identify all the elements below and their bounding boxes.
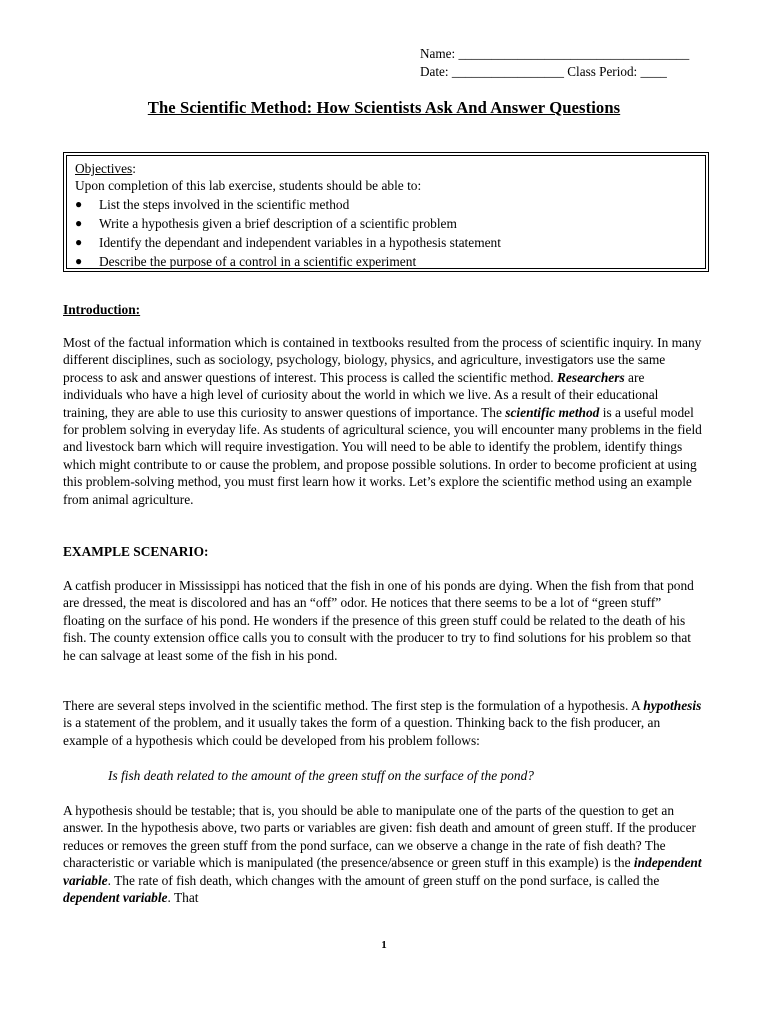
bullet-icon: ● xyxy=(75,197,83,212)
scenario-text-part: . That xyxy=(167,890,199,906)
name-line xyxy=(420,45,720,63)
bullet-icon: ● xyxy=(75,254,83,269)
objectives-list xyxy=(75,195,705,271)
objective-text: Write a hypothesis given a brief description of a scientific problem xyxy=(99,216,457,232)
scenario-text-part: is a statement of the problem, and it usually takes the form of a question. Thinking back to the fish producer, an example of a hypothesis which could be developed from his problem follows: xyxy=(63,715,661,748)
intro-text-part: are individuals who have a high level of curiosity about the world in which we live. As a result of their educational training, they are able to use this curiosity to answer questions of importance. The xyxy=(63,369,659,420)
objectives-heading-colon: : xyxy=(132,161,136,176)
scenario-text-part: . The rate of fish death, which changes with the amount of green stuff on the pond surface, is called the xyxy=(107,872,660,888)
objectives-heading: Objectives xyxy=(75,161,133,176)
scenario-paragraph-3-block xyxy=(63,802,705,906)
name-blank: ___________________________________ xyxy=(458,46,690,61)
scientific-method-term: scientific method xyxy=(505,404,600,420)
scenario-paragraph-1-block xyxy=(63,577,705,664)
date-line xyxy=(420,63,720,81)
introduction-paragraph xyxy=(63,334,705,508)
introduction-section xyxy=(63,334,705,508)
scenario-paragraph-3 xyxy=(63,802,705,906)
objectives-box xyxy=(63,152,709,272)
class-period-label: Class Period: xyxy=(567,64,638,79)
objectives-intro: Upon completion of this lab exercise, students should be able to: xyxy=(75,178,422,194)
scenario-heading: EXAMPLE SCENARIO: xyxy=(63,544,209,559)
objective-text: Describe the purpose of a control in a scientific experiment xyxy=(99,254,417,270)
document-title: The Scientific Method: How Scientists Ask And Answer Questions xyxy=(147,98,621,117)
objectives-heading-line xyxy=(75,160,705,177)
researchers-term: Researchers xyxy=(556,369,625,385)
objective-item xyxy=(75,252,705,271)
objective-item xyxy=(75,214,705,233)
objective-text: Identify the dependant and independent variables in a hypothesis statement xyxy=(99,235,501,251)
dependent-variable-term: dependent variable xyxy=(63,890,168,906)
scenario-heading-block xyxy=(63,543,705,560)
independent-variable-term: independent variable xyxy=(63,855,702,888)
introduction-heading-block xyxy=(63,301,705,318)
student-info-header xyxy=(420,45,720,81)
date-label: Date: xyxy=(420,64,449,79)
intro-text-part: Most of the factual information which is contained in textbooks resulted from the process of scientific inquiry. In many different disciplines, such as sociology, psychology, biology, physics, and agriculture, investigators use the same process to ask and answer questions of interest. This process is called the scientific method. xyxy=(63,335,702,385)
objective-item xyxy=(75,195,705,214)
bullet-icon: ● xyxy=(75,216,83,231)
introduction-heading: Introduction: xyxy=(63,302,141,317)
hypothesis-term: hypothesis xyxy=(643,698,702,713)
intro-text-part: is a useful model for problem solving in everyday life. As students of agricultural science, you will encounter many problems in the field and livestock barn which will require investigation. You will need to be able to identify the problem, identify things which might contribute to or cause the problem, and propose possible solutions. In order to become proficient at using this problem-solving method, you must first learn how it works. Let’s explore the scientific method using an example from animal agriculture. xyxy=(63,404,702,507)
objectives-inner-border xyxy=(66,155,706,269)
scenario-paragraph-2 xyxy=(63,697,705,749)
bullet-icon: ● xyxy=(75,235,83,250)
hypothesis-example: Is fish death related to the amount of the green stuff on the surface of the pond? xyxy=(108,768,534,783)
name-label: Name: xyxy=(420,46,456,61)
objective-item xyxy=(75,233,705,252)
objective-text: List the steps involved in the scientific method xyxy=(99,197,350,213)
scenario-text-part: A hypothesis should be testable; that is, you should be able to manipulate one of the parts of the question to get an answer. In the hypothesis above, two parts or variables are given: fish death and amount of green stuff. If the producer reduces or removes the green stuff from the pond surface, can we observe a change in the rate of fish death? The characteristic or variable which is manipulated (the presence/absence or green stuff in this example) is the xyxy=(63,803,697,871)
class-period-blank: ____ xyxy=(640,64,667,79)
date-blank: _________________ xyxy=(451,64,564,79)
scenario-paragraph-1: A catfish producer in Mississippi has noticed that the fish in one of his ponds are dying. When the fish from that pond are dressed, the meat is discolored and has an “off” odor. He notices that there seems to be a lot of “green stuff” floating on the surface of his pond. He wonders if the presence of this green stuff could be related to the death of his fish. The county extension office calls you to consult with the producer to try to find solutions for his problem so that he can salvage at least some of the fish in his pond. xyxy=(63,578,694,663)
scenario-text-part: There are several steps involved in the scientific method. The first step is the formulation of a hypothesis. A xyxy=(63,698,644,713)
scenario-paragraph-2-block xyxy=(63,697,705,749)
page-number: 1 xyxy=(381,939,387,951)
